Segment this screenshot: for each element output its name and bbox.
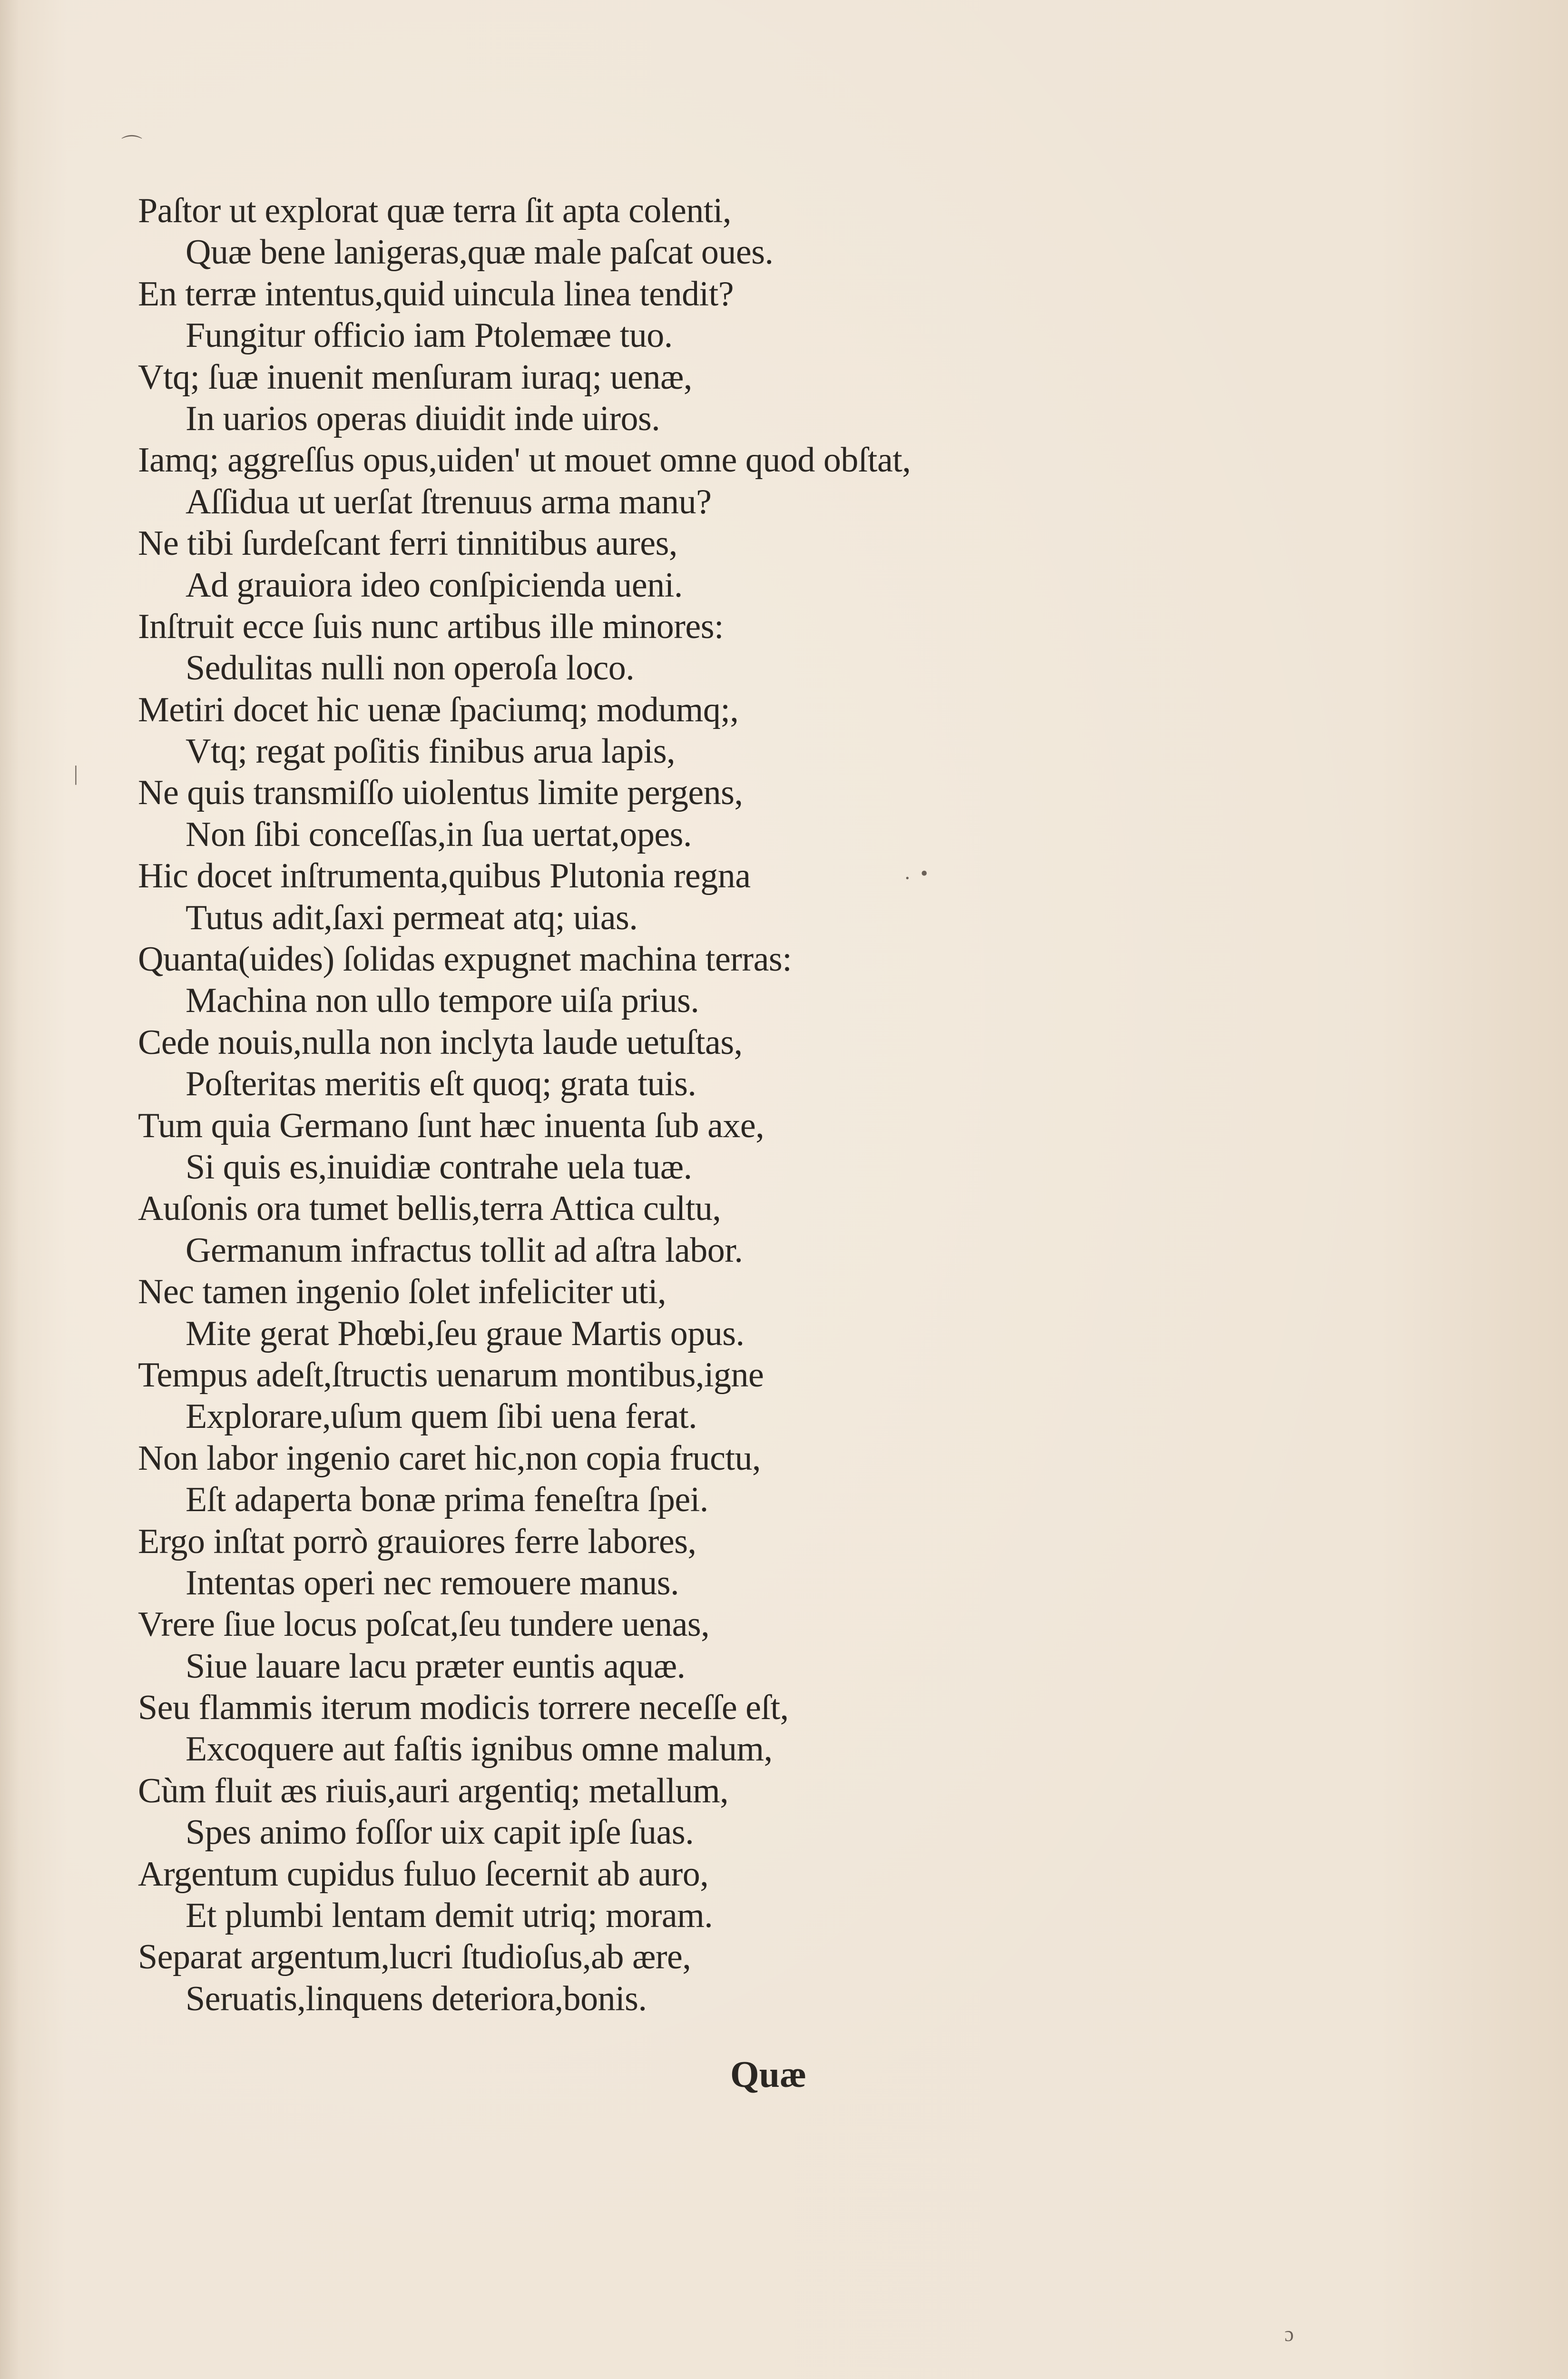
verse-line: Seu flammis iterum modicis torrere neceſſe eſt, <box>138 1688 789 1728</box>
verse-line: Germanum infractus tollit ad aſtra labor. <box>186 1230 743 1270</box>
verse-line: Inſtruit ecce ſuis nunc artibus ille minores: <box>138 607 724 646</box>
verse-line: Siue lauare lacu præter euntis aquæ. <box>186 1646 686 1686</box>
verse-line: Mite gerat Phœbi,ſeu graue Martis opus. <box>186 1314 745 1353</box>
verse-line: Si quis es,inuidiæ contrahe uela tuæ. <box>186 1147 692 1187</box>
verse-line: Ne quis transmiſſo uiolentus limite pergens, <box>138 773 743 813</box>
paper-speck-mark: · <box>904 866 911 890</box>
verse-line: Explorare,uſum quem ſibi uena ferat. <box>186 1397 697 1436</box>
verse-line: Aſſidua ut uerſat ſtrenuus arma manu? <box>186 482 712 521</box>
poem-text <box>138 190 1089 2020</box>
verse-line: Auſonis ora tumet bellis,terra Attica cultu, <box>138 1189 721 1229</box>
paper-speck-mark: | <box>74 762 78 785</box>
verse-line: Tutus adit,ſaxi permeat atq; uias. <box>186 898 638 937</box>
verse-line: Non ſibi conceſſas,in ſua uertat,opes. <box>186 815 692 854</box>
verse-line: Vtq; ſuæ inuenit menſuram iuraq; uenæ, <box>138 357 692 397</box>
catchword: Quæ <box>730 2054 807 2095</box>
verse-line: Quanta(uides) ſolidas expugnet machina terras: <box>138 940 792 979</box>
verse-line: Seruatis,linquens deteriora,bonis. <box>186 1979 647 2018</box>
verse-line: Vrere ſiue locus poſcat,ſeu tundere uenas, <box>138 1605 710 1644</box>
verse-line: Sedulitas nulli non operoſa loco. <box>186 649 635 688</box>
verse-line: Cede nouis,nulla non inclyta laude uetuſtas, <box>138 1022 743 1062</box>
verse-line: Ad grauiora ideo conſpicienda ueni. <box>186 565 683 605</box>
verse-line: Tempus adeſt,ſtructis uenarum montibus,igne <box>138 1355 764 1395</box>
verse-line: En terræ intentus,quid uincula linea tendit? <box>138 274 734 314</box>
verse-line: Eſt adaperta bonæ prima feneſtra ſpei. <box>186 1480 708 1520</box>
verse-line: Paſtor ut explorat quæ terra ſit apta colenti, <box>138 191 731 230</box>
verse-line: Machina non ullo tempore uiſa prius. <box>186 981 699 1021</box>
verse-line: Intentas operi nec remouere manus. <box>186 1563 679 1602</box>
paper-speck-mark: ⌒ <box>121 134 142 157</box>
verse-line: Et plumbi lentam demit utriq; moram. <box>186 1896 713 1936</box>
verse-line: Iamq; aggreſſus opus,uiden' ut mouet omne quod obſtat, <box>138 441 911 480</box>
verse-line: Metiri docet hic uenæ ſpaciumq; modumq;, <box>138 690 739 729</box>
verse-line: Quæ bene lanigeras,quæ male paſcat oues. <box>186 233 774 272</box>
verse-line: Non labor ingenio caret hic,non copia fructu, <box>138 1438 761 1478</box>
verse-line: Ergo inſtat porrò grauiores ferre labores, <box>138 1522 696 1561</box>
verse-line: Cùm fluit æs riuis,auri argentiq; metallum, <box>138 1771 729 1810</box>
verse-line: Poſteritas meritis eſt quoq; grata tuis. <box>186 1064 696 1104</box>
verse-line: Tum quia Germano ſunt hæc inuenta ſub axe, <box>138 1106 764 1145</box>
verse-line: Fungitur officio iam Ptolemæe tuo. <box>186 316 673 355</box>
verse-line: Hic docet inſtrumenta,quibus Plutonia regna <box>138 856 751 896</box>
verse-line: Spes animo foſſor uix capit ipſe ſuas. <box>186 1813 694 1852</box>
verse-line: Ne tibi ſurdeſcant ferri tinnitibus aures, <box>138 524 677 563</box>
verse-line: In uarios operas diuidit inde uiros. <box>186 399 660 438</box>
verse-line: Vtq; regat poſitis finibus arua lapis, <box>186 732 676 771</box>
verse-line: Argentum cupidus fuluo ſecernit ab auro, <box>138 1854 709 1894</box>
paper-speck-mark: • <box>921 862 928 885</box>
verse-line: Excoquere aut faſtis ignibus omne malum, <box>186 1730 773 1769</box>
paper-speck-mark: ɔ <box>1284 2322 1294 2346</box>
verse-line: Separat argentum,lucri ſtudioſus,ab ære, <box>138 1937 691 1977</box>
verse-line: Nec tamen ingenio ſolet infeliciter uti, <box>138 1272 666 1312</box>
